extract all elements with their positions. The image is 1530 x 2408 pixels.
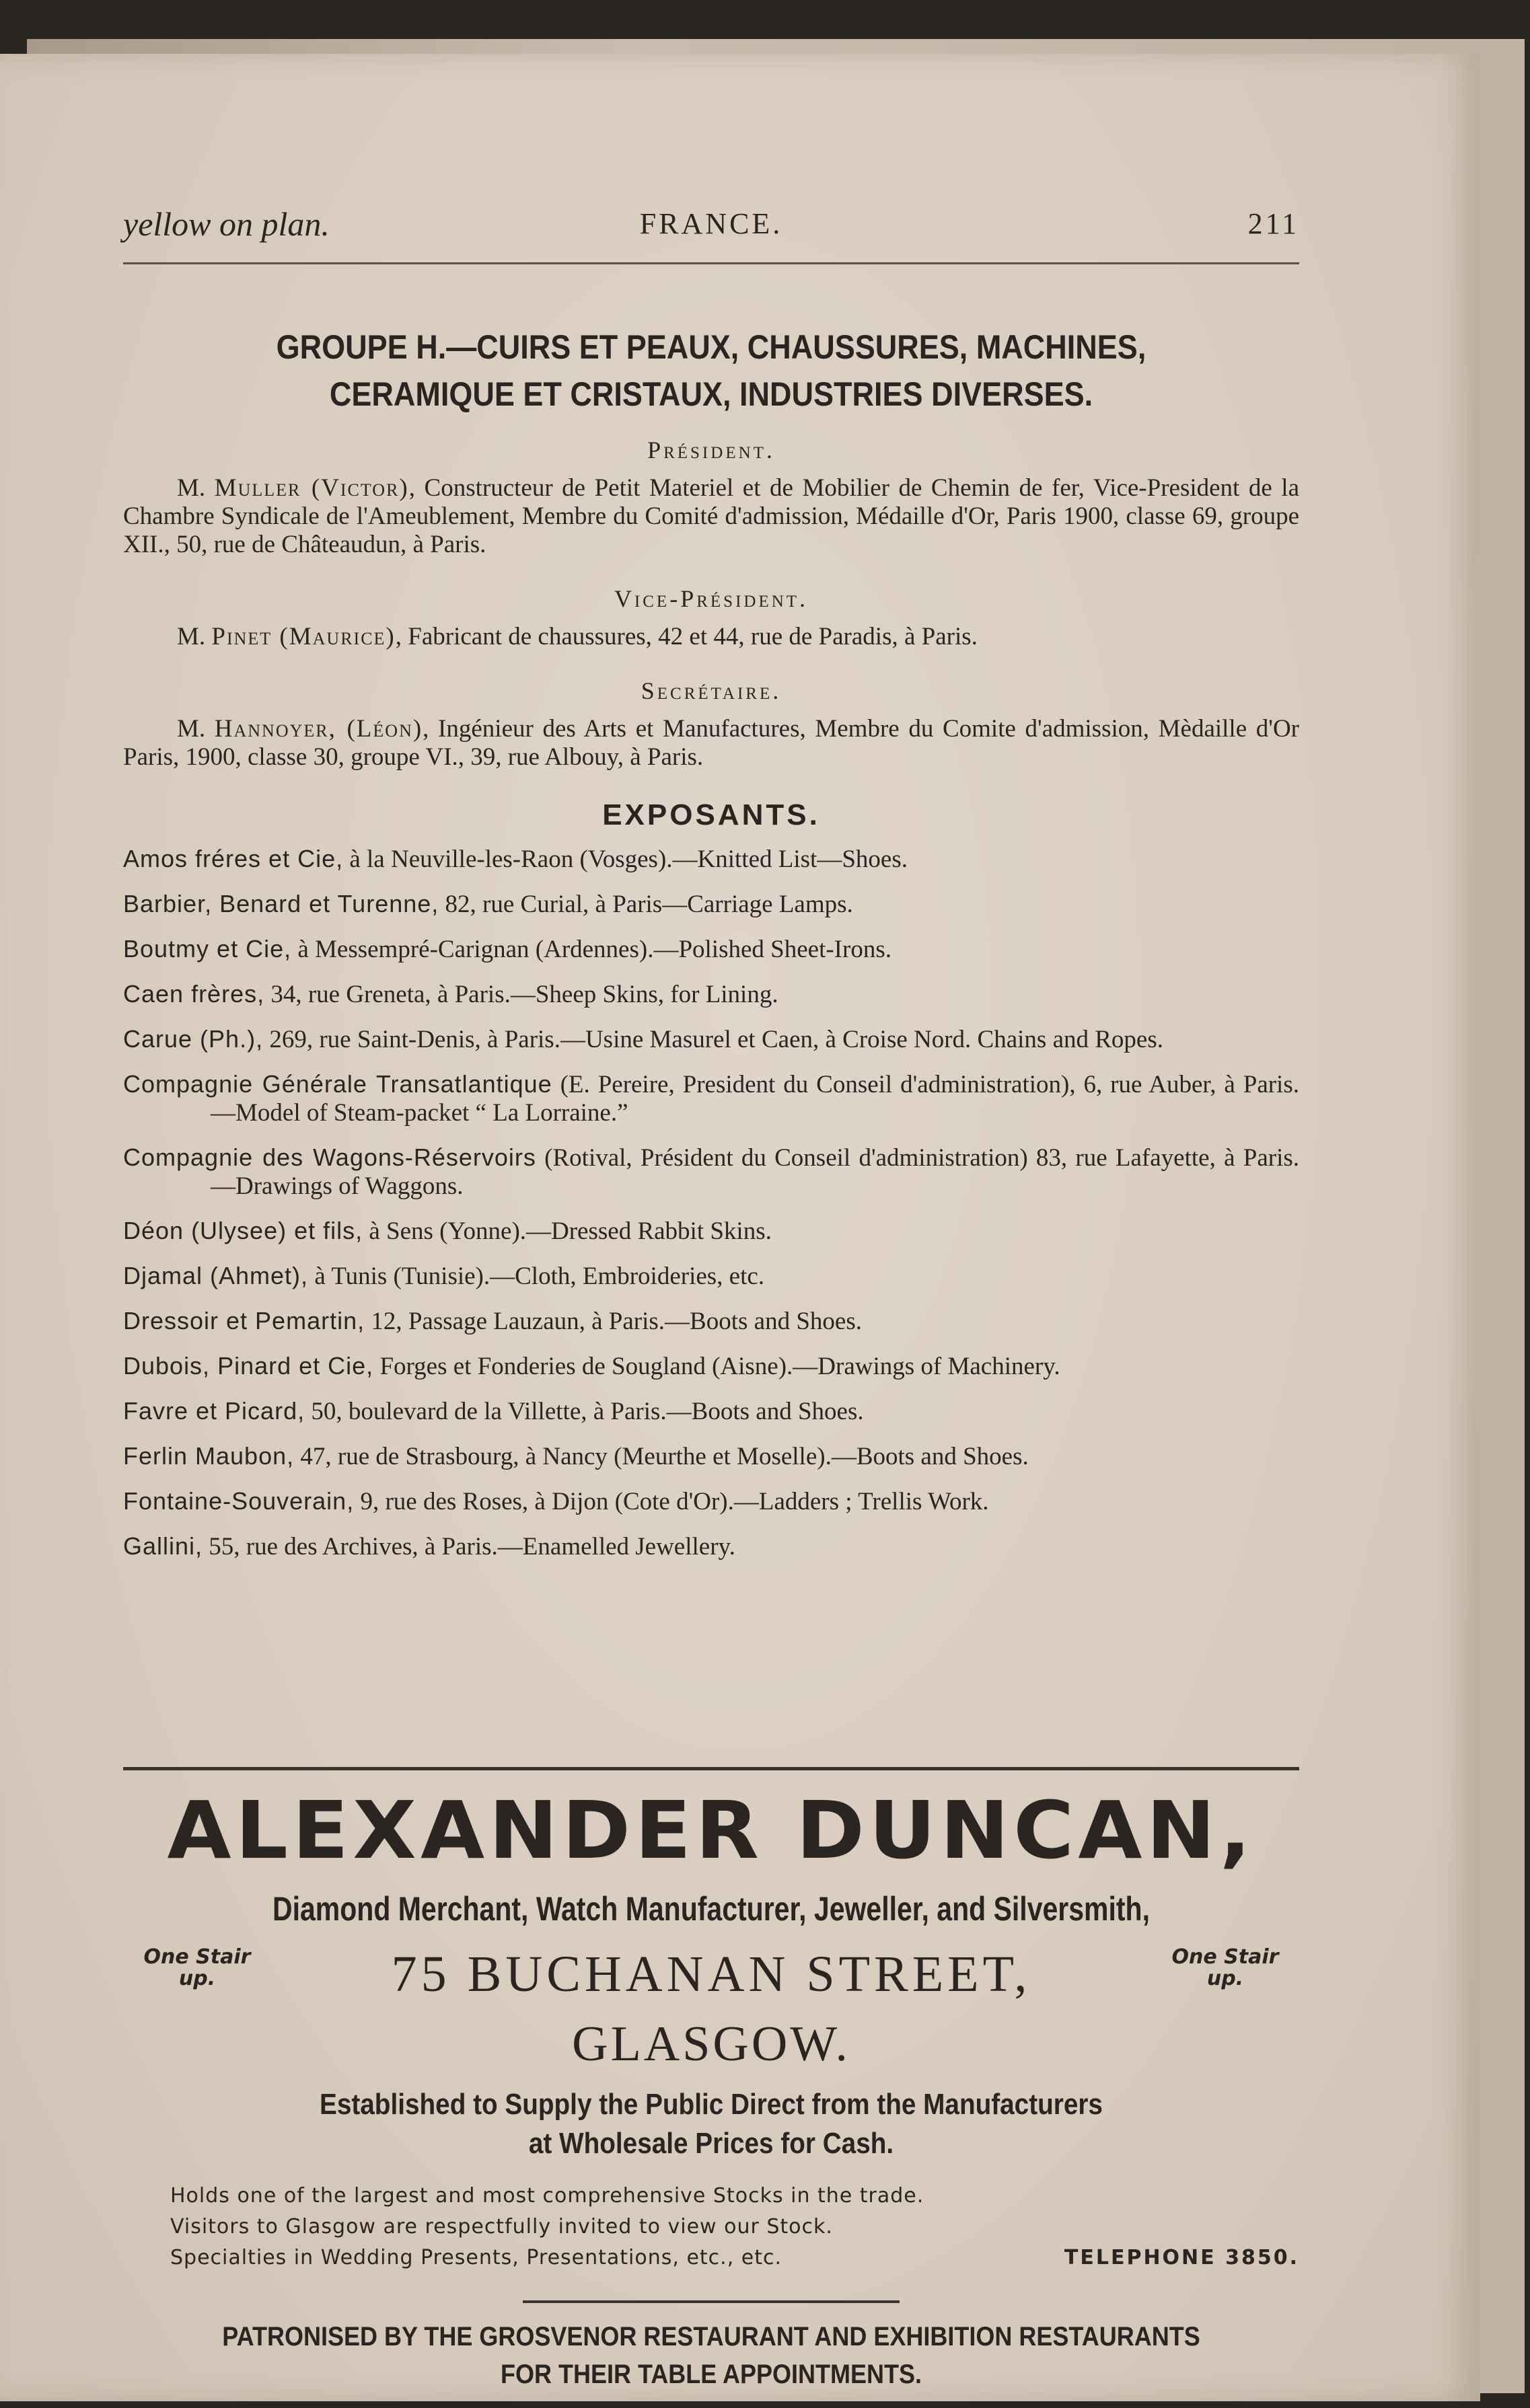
secretary-heading: Secrétaire.: [641, 677, 782, 704]
exhibitor-name: Boutmy et Cie,: [123, 935, 292, 963]
exhibitor-details: à Sens (Yonne).—Dressed Rabbit Skins.: [363, 1217, 772, 1245]
exhibitor-name: Dubois, Pinard et Cie,: [123, 1352, 374, 1380]
vice-president-details: , Fabricant de chaussures, 42 et 44, rue de Paradis, à Paris.: [395, 623, 978, 650]
exhibitor-entry: [123, 1143, 1299, 1201]
running-head: [123, 148, 1299, 264]
exhibitor-entry: [123, 1532, 1299, 1561]
exhibitor-details: 9, rue des Roses, à Dijon (Cote d'Or).—Ladders ; Trellis Work.: [354, 1488, 989, 1515]
exhibitor-entry: [123, 935, 1299, 964]
divider: [523, 2300, 900, 2303]
city: GLASGOW.: [572, 2017, 850, 2072]
secretary-prefix: M.: [177, 715, 215, 743]
exhibitor-details: à Tunis (Tunisie).—Cloth, Embroideries, etc.: [308, 1263, 765, 1290]
book-page: [0, 54, 1480, 2401]
vice-president-entry: [123, 623, 1299, 651]
exhibitor-details: 50, boulevard de la Villette, à Paris.—Boots and Shoes.: [305, 1398, 864, 1425]
exhibitor-name: Favre et Picard,: [123, 1397, 305, 1425]
president-heading: Président.: [647, 437, 775, 463]
exhibitor-entry: [123, 1397, 1299, 1426]
exhibitor-entry: [123, 1217, 1299, 1246]
exhibitor-name: Déon (Ulysee) et fils,: [123, 1217, 363, 1244]
exhibitor-list: [123, 845, 1299, 1561]
exhibitor-details: 12, Passage Lauzaun, à Paris.—Boots and Shoes.: [365, 1308, 862, 1335]
established-line-2: at Wholesale Prices for Cash.: [528, 2127, 894, 2160]
exhibitor-name: Ferlin Maubon,: [123, 1442, 295, 1470]
stair-note-right-line-2: up.: [1206, 1967, 1244, 1990]
president-prefix: M.: [177, 474, 215, 502]
exhibitor-details: (Rotival, Président du Conseil d'administration) 83, rue Lafayette, à Paris.—Drawings of Waggons.: [211, 1144, 1300, 1200]
stair-note-left-line-1: One Stair: [143, 1945, 251, 1969]
vice-president-name: Pinet (Maurice): [211, 623, 396, 650]
stair-note-right: [1138, 1947, 1313, 1990]
exhibitor-details: 34, rue Greneta, à Paris.—Sheep Skins, for Lining.: [264, 981, 778, 1008]
exhibitor-name: Fontaine-Souverain,: [123, 1487, 355, 1515]
handwritten-note: yellow on plan.: [123, 205, 330, 243]
group-title-line-2: CERAMIQUE ET CRISTAUX, INDUSTRIES DIVERSES.: [329, 375, 1093, 413]
ad-note: Holds one of the largest and most comprehensive Stocks in the trade.: [170, 2184, 924, 2208]
exhibitor-details: 82, rue Curial, à Paris—Carriage Lamps.: [439, 891, 853, 918]
vice-president-prefix: M.: [177, 623, 212, 650]
street-address: 75 BUCHANAN STREET,: [391, 1946, 1031, 2002]
patron-line-2: FOR THEIR TABLE APPOINTMENTS.: [500, 2360, 922, 2389]
page-title: FRANCE.: [639, 207, 783, 240]
exposants-heading: EXPOSANTS.: [602, 798, 820, 831]
exhibitor-name: Amos fréres et Cie,: [123, 845, 344, 872]
advertiser-trade: Diamond Merchant, Watch Manufacturer, Jeweller, and Silversmith,: [272, 1890, 1150, 1928]
exhibitor-details: Forges et Fonderies de Sougland (Aisne).—Drawings of Machinery.: [373, 1353, 1060, 1380]
exhibitor-entry: [123, 1352, 1299, 1381]
exhibitor-entry: [123, 845, 1299, 874]
group-title-line-1: GROUPE H.—CUIRS ET PEAUX, CHAUSSURES, MACHINES,: [276, 328, 1146, 366]
exhibitor-entry: [123, 1025, 1299, 1054]
exhibitor-entry: [123, 1307, 1299, 1336]
exhibitor-entry: [123, 1262, 1299, 1291]
patron-line-1: PATRONISED BY THE GROSVENOR RESTAURANT AND EXHIBITION RESTAURANTS: [222, 2322, 1200, 2351]
page-content: [123, 148, 1299, 1577]
exhibitor-name: Djamal (Ahmet),: [123, 1262, 309, 1289]
telephone-number: TELEPHONE 3850.: [1064, 2246, 1299, 2269]
ad-note: Specialties in Wedding Presents, Presentations, etc., etc.: [170, 2246, 782, 2269]
exhibitor-name: Compagnie des Wagons-Réservoirs: [123, 1143, 536, 1171]
address-row: [123, 1937, 1299, 2011]
advertisement: [123, 1767, 1299, 2393]
exhibitor-entry: [123, 1442, 1299, 1471]
exhibitor-name: Caen frères,: [123, 980, 265, 1008]
page-number: 211: [1247, 207, 1299, 240]
exhibitor-details: 47, rue de Strasbourg, à Nancy (Meurthe et Moselle).—Boots and Shoes.: [294, 1443, 1029, 1470]
vice-president-heading: Vice-Président.: [614, 585, 809, 612]
president-entry: [123, 474, 1299, 559]
exhibitor-details: 55, rue des Archives, à Paris.—Enamelled Jewellery.: [203, 1533, 735, 1560]
secretary-details: , Ingénieur des Arts et Manufactures, Membre du Comite d'admission, Mèdaille d'Or Paris, 1900, classe 30, groupe VI., 39, rue Albouy, à Paris.: [123, 715, 1299, 771]
ad-note: Visitors to Glasgow are respectfully invited to view our Stock.: [170, 2215, 833, 2238]
secretary-name: Hannoyer, (Léon): [214, 715, 423, 743]
exhibitor-details: à la Neuville-les-Raon (Vosges).—Knitted List—Shoes.: [343, 845, 908, 873]
exhibitor-entry: [123, 890, 1299, 919]
exhibitor-name: Gallini,: [123, 1532, 203, 1560]
exhibitor-entry: [123, 1070, 1299, 1127]
stair-note-right-line-1: One Stair: [1171, 1945, 1279, 1969]
exhibitor-details: 269, rue Saint-Denis, à Paris.—Usine Masurel et Caen, à Croise Nord. Chains and Ropes.: [263, 1026, 1164, 1053]
exhibitor-details: à Messempré-Carignan (Ardennes).—Polished Sheet-Irons.: [291, 936, 891, 963]
exhibitor-name: Barbier, Benard et Turenne,: [123, 890, 439, 917]
secretary-entry: [123, 715, 1299, 772]
ad-notes: [123, 2181, 1299, 2273]
president-name: Muller (Victor): [214, 474, 409, 502]
stair-note-left-line-2: up.: [178, 1967, 216, 1990]
exhibitor-name: Dressoir et Pemartin,: [123, 1307, 365, 1334]
exhibitor-entry: [123, 1487, 1299, 1516]
exhibitor-name: Carue (Ph.),: [123, 1025, 264, 1053]
exhibitor-name: Compagnie Générale Transatlantique: [123, 1070, 552, 1098]
exhibitor-details: (E. Pereire, President du Conseil d'administration), 6, rue Auber, à Paris.—Model of Steam-packet “ La Lorraine.”: [211, 1071, 1299, 1127]
established-line-1: Established to Supply the Public Direct from the Manufacturers: [320, 2088, 1103, 2121]
president-details: , Constructeur de Petit Materiel et de Mobilier de Chemin de fer, Vice-President de la Chambre Syndicale de l'Ameublement, Membre du Comité d'admission, Médaille d'Or, Paris 1900, classe 69, groupe XII., 50, rue de Châteaudun, à Paris.: [123, 474, 1299, 558]
exhibitor-entry: [123, 980, 1299, 1009]
advertiser-name: ALEXANDER DUNCAN,: [167, 1784, 1255, 1877]
